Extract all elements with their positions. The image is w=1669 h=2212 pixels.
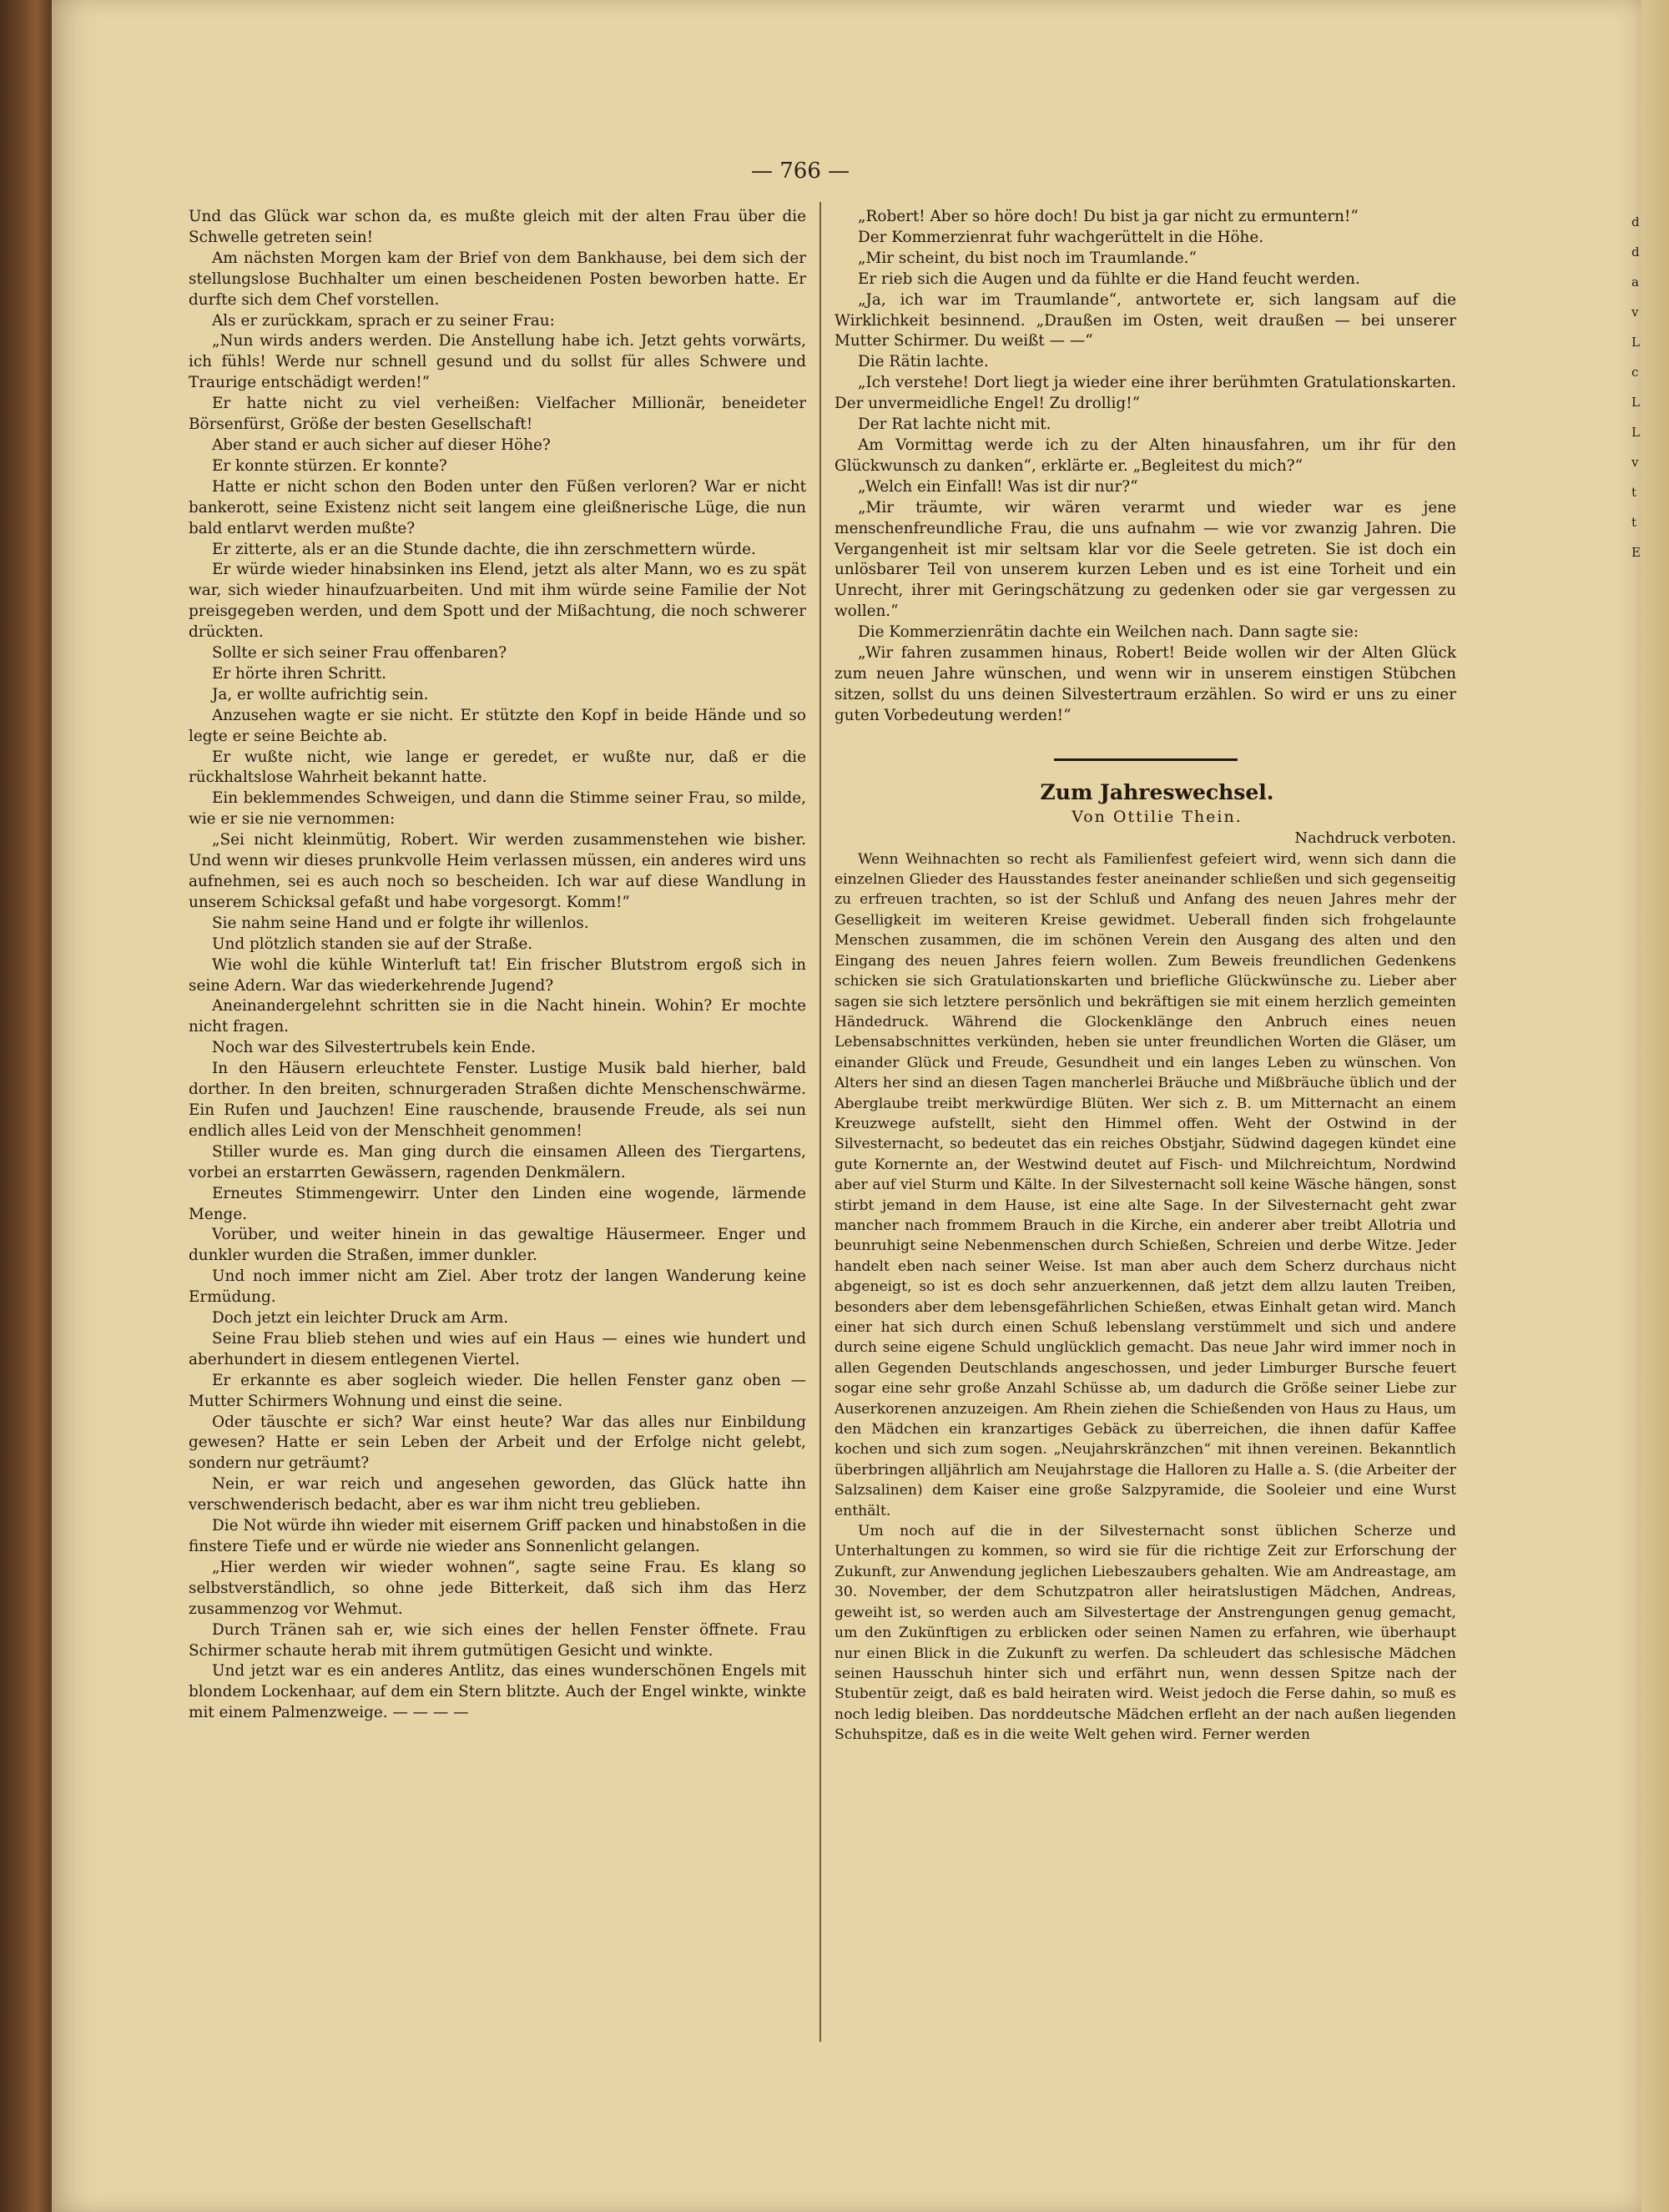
paragraph: Doch jetzt ein leichter Druck am Arm. [212, 1309, 509, 1328]
paragraph: Er wußte nicht, wie lange er geredet, er wußte nur, daß er die rückhaltslose Wahrheit bekannt hatte. [189, 748, 806, 787]
paragraph: Noch war des Silvestertrubels kein Ende. [212, 1039, 536, 1057]
article-paragraph: Wenn Weihnachten so recht als Familienfest gefeiert wird, wenn sich dann die einzelnen Glieder des Hausstandes fester aneinander schließen und sich gegenseitig zu erfreuen trachten, so ist der Schluß und Anfang des neuen Jahres mehr der Geselligkeit im weiteren Kreise gewidmet. Ueberall finden sich frohgelaunte Menschen zusammen, die im schönen Verein den Ausgang des alten und den Eingang des neuen Jahres feiern wollen. Zum Beweis freundlichen Gedenkens schicken sie sich Gratulationskarten und briefliche Glückwünsche zu. Lieber aber sagen sie sich letztere persönlich und bekräftigen sie mit einem herzlich gemeinten Händedruck. Während die Glockenklänge den Anbruch eines neuen Lebensabschnittes verkünden, heben sie unter freundlichen Worten die Gläser, um einander Glück und Freude, Gesundheit und ein langes Leben zu wünschen. Von Alters her sind an diesen Tagen mancherlei Bräuche und Mißbräuche üblich und der Aberglaube treibt merkwürdige Blüten. Wer sich z. B. um Mitternacht an einem Kreuzwege aufstellt, sieht den Himmel offen. Weht der Ostwind in der Silvesternacht, so bedeutet das ein reiches Obstjahr, Südwind dagegen kündet eine gute Kornernte an, der Westwind deutet auf Fisch- und Milchreichtum, Nordwind aber auf viel Sturm und Kälte. In der Silvesternacht soll keine Wäsche hängen, sonst stirbt jemand in dem Hause, ist eine alte Sage. In der Silvesternacht geht zwar mancher nach frommem Brauch in die Kirche, ein anderer aber treibt Allotria und beunruhigt seine Nebenmenschen durch Schießen, Schreien und derbe Witze. Jeder handelt eben nach seiner Weise. Ist man aber auch dem Scherz durchaus nicht abgeneigt, so ist es doch sehr anzuerkennen, daß jetzt dem allzu lauten Treiben, besonders aber dem lebensgefährlichen Schießen, etwas Einhalt getan wird. Manch einer hat sich durch einen Schuß lebenslang verstümmelt und sich und andere durch seine eigene Schuld unglücklich gemacht. Das neue Jahr wird immer noch in allen Gegenden Deutschlands angeschossen, und jeder Limburger Bursche feuert sogar eine sehr große Anzahl Schüsse ab, um dadurch die Größe seiner Liebe zur Auserkorenen anzuzeigen. Am Rhein ziehen die Schießenden von Haus zu Haus, um den Mädchen ein kranzartiges Gebäck zu überreichen, die ihnen dafür Kaffee kochen und sich zum sogen. „Neujahrskränzchen“ mit ihnen vereinen. Bekanntlich überbringen alljährlich am Neujahrstage die Halloren zu Halle a. S. (die Arbeiter der Salzsalinen) dem Kaiser eine große Salzpyramide, die Sooleier und eine Wurst enthält. [834, 850, 1456, 1519]
paragraph: Er konnte stürzen. Er konnte? [212, 456, 447, 475]
paragraph: Vorüber, und weiter hinein in das gewaltige Häusermeer. Enger und dunkler wurden die Straßen, immer dunkler. [189, 1226, 806, 1265]
paragraph: Am Vormittag werde ich zu der Alten hinausfahren, um ihr für den Glückwunsch zu danken“, erklärte er. „Begleitest du mich?“ [834, 436, 1456, 475]
left-column [189, 207, 806, 1724]
paragraph: Der Rat lachte nicht mit. [858, 416, 1051, 434]
paragraph: Am nächsten Morgen kam der Brief von dem Bankhause, bei dem sich der stellungslose Buchhalter um einen bescheidenen Posten beworben hatte. Er durfte sich dem Chef vorstellen. [189, 249, 806, 309]
edge-letter: a [1631, 275, 1639, 290]
paragraph: „Wir fahren zusammen hinaus, Robert! Beide wollen wir der Alten Glück zum neuen Jahre wünschen, und wenn wir in unserem einstigen Stübchen sitzen, sollst du uns deinen Silvestertraum erzählen. So wird er uns zu einer guten Vorbedeutung werden!“ [834, 644, 1456, 724]
paragraph: Und plötzlich standen sie auf der Straße. [212, 935, 533, 953]
paragraph: „Mir träumte, wir wären verarmt und wieder war es jene menschenfreundliche Frau, die uns aufnahm — wie vor zwanzig Jahren. Die Vergangenheit ist mir seltsam klar vor die Seele getreten. Sie ist doch ein unlösbarer Teil von unserem kurzen Leben und es ist eine Torheit und ein Unrecht, ihrer mit Geringschätzung zu gedenken oder sie gar vergessen zu wollen.“ [834, 498, 1456, 621]
paragraph: Aneinandergelehnt schritten sie in die Nacht hinein. Wohin? Er mochte nicht fragen. [189, 997, 806, 1036]
paragraph: Erneutes Stimmengewirr. Unter den Linden eine wogende, lärmende Menge. [189, 1184, 806, 1223]
paragraph: Wie wohl die kühle Winterluft tat! Ein frischer Blutstrom ergoß sich in seine Adern. War das wiederkehrende Jugend? [189, 955, 806, 995]
page-number: — 766 — [751, 159, 850, 184]
paragraph: Und jetzt war es ein anderes Antlitz, das eines wunderschönen Engels mit blondem Lockenhaar, auf dem ein Stern blitzte. Auch der Engel winkte, winkte mit einem Palmenzweige. — — — — [189, 1662, 806, 1722]
paragraph: Sollte er sich seiner Frau offenbaren? [212, 644, 507, 663]
paragraph: Er zitterte, als er an die Stunde dachte, die ihn zerschmettern würde. [212, 540, 756, 558]
section-rule [1054, 758, 1238, 761]
edge-letter: v [1631, 455, 1639, 470]
paragraph: Er rieb sich die Augen und da fühlte er die Hand feucht werden. [858, 270, 1360, 288]
right-column [834, 207, 1456, 1746]
column-divider [819, 202, 821, 2042]
paragraph: Aber stand er auch sicher auf dieser Höhe? [212, 436, 551, 454]
reprint-notice: Nachdruck verboten. [1294, 829, 1456, 847]
paragraph: „Ja, ich war im Traumlande“, antwortete er, sich langsam auf die Wirklichkeit besinnend. „Draußen im Osten, weit draußen — bei unserer Mutter Schirmer. Du weißt — —“ [834, 290, 1456, 350]
paragraph: „Robert! Aber so höre doch! Du bist ja gar nicht zu ermuntern!“ [858, 208, 1359, 225]
paragraph: Die Kommerzienrätin dachte ein Weilchen nach. Dann sagte sie: [858, 623, 1359, 642]
article-paragraph: Um noch auf die in der Silvesternacht sonst üblichen Scherze und Unterhaltungen zu kommen, so wird sie für die richtige Zeit zur Erforschung der Zukunft, zur Anwendung jeglichen Liebeszaubers gehalten. Wie am Andreastage, am 30. November, der dem Schutzpatron aller heiratslustigen Mädchen, Andreas, geweiht ist, so werden auch am Silvestertage der Anstrengungen genug gemacht, um den Zukünftigen zu erblicken oder seinen Namen zu erfahren, wie überhaupt nur einen Blick in die Zukunft zu werfen. Da schleudert das schlesische Mädchen seinen Hausschuh hinter sich und erfährt nun, wenn dessen Spitze nach der Stubentür zeigt, daß es bald heiraten wird. Weist jedoch die Ferse dahin, so muß es noch ledig bleiben. Das norddeutsche Mädchen erfleht an der nach außen liegenden Schuhspitze, daß es in die weite Welt gehen wird. Ferner werden [834, 1523, 1456, 1744]
paragraph: Anzusehen wagte er sie nicht. Er stützte den Kopf in beide Hände und so legte er seine Beichte ab. [189, 706, 806, 745]
paragraph: Er würde wieder hinabsinken ins Elend, jetzt als alter Mann, wo es zu spät war, sich wieder hinaufzuarbeiten. Und mit ihm würde seine Familie der Not preisgegeben werden, und dem Spott und der Mißachtung, die noch schwerer drückten. [189, 561, 806, 642]
edge-letter: c [1631, 365, 1639, 380]
paragraph: Oder täuschte er sich? War einst heute? War das alles nur Einbildung gewesen? Hatte er sein Leben der Arbeit und der Erfolge nicht gelebt, sondern nur geträumt? [189, 1413, 806, 1473]
paragraph: Und das Glück war schon da, es mußte gleich mit der alten Frau über die Schwelle getreten sein! [189, 208, 806, 246]
article-title: Zum Jahreswechsel. [1040, 779, 1274, 804]
adjacent-page-edge [1641, 0, 1669, 2212]
paragraph: Er hörte ihren Schritt. [212, 664, 387, 683]
edge-letter: t [1631, 515, 1637, 530]
edge-letter: L [1631, 395, 1640, 410]
edge-letter: L [1631, 425, 1640, 440]
edge-letter: d [1631, 244, 1640, 259]
paragraph: Die Not würde ihn wieder mit eisernem Griff packen und hinabstoßen in die finstere Tiefe und er würde nie wieder ans Sonnenlicht gelangen. [189, 1517, 806, 1555]
adjacent-page-text [1631, 207, 1643, 567]
paragraph: Ein beklemmendes Schweigen, und dann die Stimme seiner Frau, so milde, wie er sie nie vernommen: [189, 789, 806, 829]
paragraph: „Hier werden wir wieder wohnen“, sagte seine Frau. Es klang so selbstverständlich, so ohne jede Bitterkeit, daß sich ihm das Herz zusammenzog vor Wehmut. [189, 1558, 806, 1618]
book-spine [0, 0, 52, 2212]
paragraph: „Welch ein Einfall! Was ist dir nur?“ [858, 477, 1138, 496]
paragraph: In den Häusern erleuchtete Fenster. Lustige Musik bald hierher, bald dorther. In den breiten, schnurgeraden Straßen dichte Menschenschwärme. Ein Rufen und Jauchzen! Eine rauschende, brausende Freude, als sei nun endlich alles Leid von der Menschheit genommen! [189, 1060, 806, 1140]
paragraph: Der Kommerzienrat fuhr wachgerüttelt in die Höhe. [858, 228, 1264, 246]
edge-letter: d [1631, 214, 1640, 229]
paragraph: Er erkannte es aber sogleich wieder. Die hellen Fenster ganz oben — Mutter Schirmers Wohnung und einst die seine. [189, 1371, 806, 1410]
paragraph: Durch Tränen sah er, wie sich eines der hellen Fenster öffnete. Frau Schirmer schaute herab mit ihrem gutmütigen Gesicht und winkte. [189, 1620, 806, 1660]
paragraph: Er hatte nicht zu viel verheißen: Vielfacher Millionär, beneideter Börsenfürst, Größe der besten Gesellschaft! [189, 395, 806, 434]
paragraph: „Nun wirds anders werden. Die Anstellung habe ich. Jetzt gehts vorwärts, ich fühls! Werde nur schnell gesund und du sollst für alles Schwere und Traurige entschädigt werden!“ [189, 332, 806, 392]
paragraph: Die Rätin lachte. [858, 353, 989, 371]
paragraph: Nein, er war reich und angesehen geworden, das Glück hatte ihn verschwenderisch bedacht, aber es war ihm nicht treu geblieben. [189, 1475, 806, 1514]
edge-letter: t [1631, 485, 1637, 500]
paragraph: „Mir scheint, du bist noch im Traumlande.“ [858, 249, 1197, 267]
paragraph: Sie nahm seine Hand und er folgte ihr willenlos. [212, 914, 589, 932]
paragraph: Seine Frau blieb stehen und wies auf ein Haus — eines wie hundert und aberhundert in diesem entlegenen Viertel. [189, 1329, 806, 1368]
paragraph: Hatte er nicht schon den Boden unter den Füßen verloren? War er nicht bankerott, seine Existenz nicht seit langem eine gleißnerische Lüge, die nun bald entlarvt werden mußte? [189, 477, 806, 537]
paragraph: Ja, er wollte aufrichtig sein. [212, 685, 429, 703]
paragraph: Als er zurückkam, sprach er zu seiner Frau: [212, 311, 555, 330]
paragraph: Stiller wurde es. Man ging durch die einsamen Alleen des Tiergartens, vorbei an erstarrten Gewässern, ragenden Denkmälern. [189, 1142, 806, 1182]
paragraph: Und noch immer nicht am Ziel. Aber trotz der langen Wanderung keine Ermüdung. [189, 1267, 806, 1307]
edge-letter: E [1631, 545, 1641, 560]
edge-letter: L [1631, 335, 1640, 350]
article-byline: Von Ottilie Thein. [1071, 807, 1243, 826]
paragraph: „Ich verstehe! Dort liegt ja wieder eine ihrer berühmten Gratulationskarten. Der unvermeidliche Engel! Zu drollig!“ [834, 374, 1456, 413]
edge-letter: v [1631, 305, 1639, 320]
paragraph: „Sei nicht kleinmütig, Robert. Wir werden zusammenstehen wie bisher. Und wenn wir dieses prunkvolle Heim verlassen müssen, ein anderes wird uns aufnehmen, sei es auch noch so bescheiden. Ich war auf diese Wandlung in unserem Schicksal gefaßt und habe vorgesorgt. Komm!“ [189, 831, 806, 911]
